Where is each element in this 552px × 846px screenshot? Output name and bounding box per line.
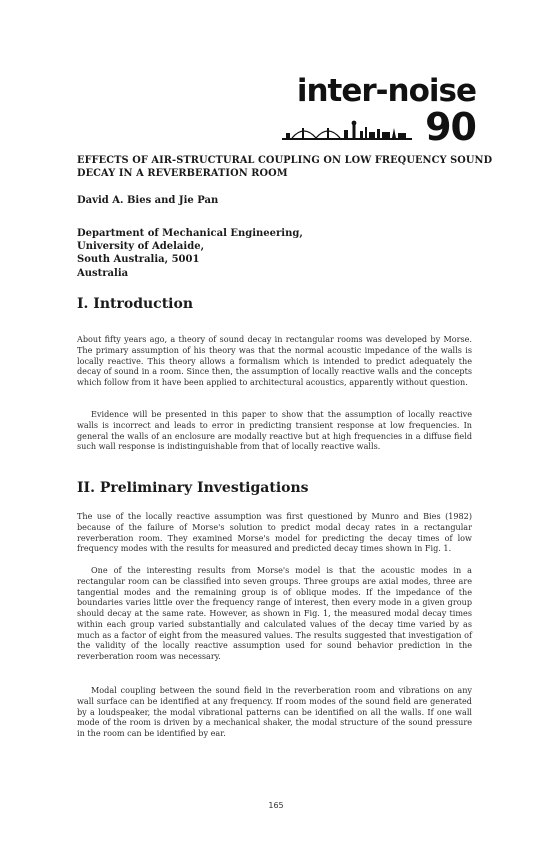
skyline-icon	[282, 116, 412, 142]
body-paragraph: One of the interesting results from Morse's model is that the acoustic modes in a rectangular room can be classified into seven groups. Three groups are axial modes, three are tangential modes and the remaining group is of oblique modes. If the impedance of the boundaries varies little over the frequency range of interest, then every mode in a given group should decay at the same rate. However, as shown in Fig. 1, the measured modal decay times within each group varied substantially and calculated values of the decay time varied by as much as a factor of eight from the measured values. The results suggested that investigation of the validity of the locally reactive assumption used for sound behavior prediction in the reverberation room was necessary.	[77, 565, 472, 661]
affiliation-line: South Australia, 5001	[77, 254, 200, 266]
paper-authors: David A. Bies and Jie Pan	[77, 195, 219, 206]
page-number: 165	[268, 801, 284, 810]
author-affiliation	[77, 227, 303, 280]
logo-number: 90	[425, 105, 476, 149]
logo-text: inter-noise	[296, 73, 476, 109]
body-paragraph: Modal coupling between the sound field in the reverberation room and vibrations on any wall surface can be identified at any frequency. If room modes of the sound field are generated by a loudspeaker, the modal vibrational patterns can be identified on all the walls. If one wall mode of the room is driven by a mechanical shaker, the modal structure of the sound pressure in the room can be identified by ear.	[77, 685, 472, 738]
section-heading-preliminary-investigations: II. Preliminary Investigations	[77, 480, 309, 496]
affiliation-line: Australia	[77, 267, 129, 279]
body-paragraph: Evidence will be presented in this paper to show that the assumption of locally reactive walls is incorrect and leads to error in predicting transient response at low frequencies. In general the walls of an enclosure are modally reactive but at high frequencies in a diffuse field such wall response is indistinguishable from that of locally reactive walls.	[77, 409, 472, 452]
affiliation-line: University of Adelaide,	[77, 241, 205, 253]
body-paragraph: The use of the locally reactive assumption was first questioned by Munro and Bies (1982) because of the failure of Morse's solution to predict modal decay rates in a rectangular reverberation room. They examined Morse's model for predicting the decay times of low frequency modes with the results for measured and predicted decay times shown in Fig. 1.	[77, 511, 472, 554]
conference-logo	[282, 74, 478, 148]
section-heading-introduction: I. Introduction	[77, 296, 193, 312]
affiliation-line: Department of Mechanical Engineering,	[77, 228, 303, 239]
body-paragraph: About fifty years ago, a theory of sound decay in rectangular rooms was developed by Morse. The primary assumption of his theory was that the normal acoustic impedance of the walls is locally reactive. This theory allows a formalism which is intended to predict adequately the decay of sound in a room. Since then, the assumption of locally reactive walls and the concepts which follow from it have been applied to architectural acoustics, apparently without question.	[77, 334, 472, 387]
paper-title: EFFECTS OF AIR-STRUCTURAL COUPLING ON LOW FREQUENCY SOUND DECAY IN A REVERBERATION ROOM	[77, 155, 493, 179]
